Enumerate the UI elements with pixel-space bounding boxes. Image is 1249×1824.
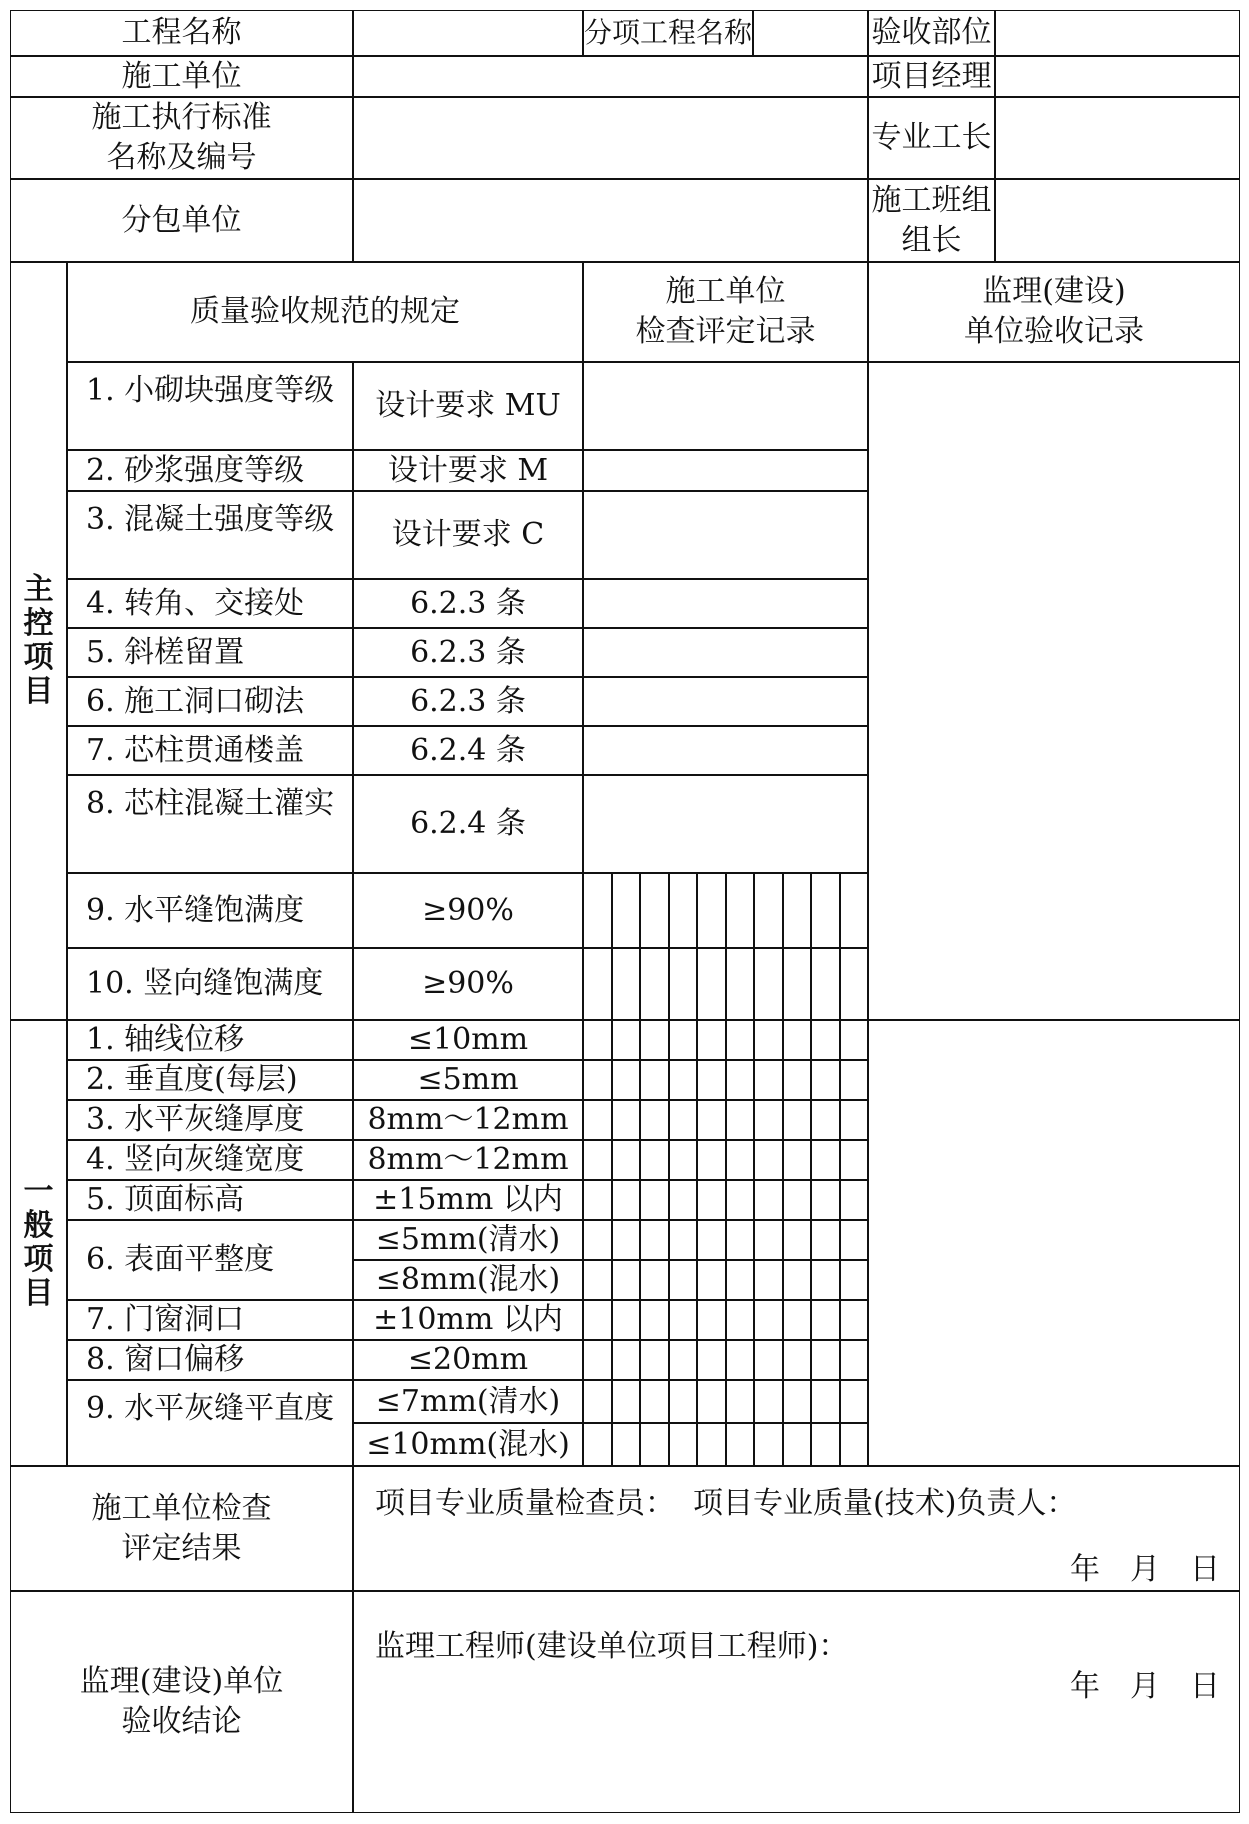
measure-cell[interactable]	[754, 873, 783, 948]
measure-cell[interactable]	[754, 1260, 783, 1300]
measure-cell[interactable]	[612, 948, 641, 1020]
measure-cell[interactable]	[697, 1340, 726, 1380]
standard-label: 施工执行标准 名称及编号	[10, 97, 353, 179]
measure-cell[interactable]	[612, 1140, 641, 1180]
measure-cell[interactable]	[640, 1180, 669, 1220]
measure-cell[interactable]	[754, 1300, 783, 1340]
measure-cell[interactable]	[726, 1260, 755, 1300]
measure-cell[interactable]	[697, 1020, 726, 1060]
supervisor-date-label: 年 月 日	[1070, 1669, 1220, 1704]
main-item-7: 7. 芯柱贯通楼盖	[67, 726, 353, 775]
measure-cell[interactable]	[697, 1260, 726, 1300]
measure-cell[interactable]	[669, 1260, 698, 1300]
general-requirement-1: ≤10mm	[353, 1020, 583, 1060]
measure-cell[interactable]	[840, 1300, 869, 1340]
measure-cell[interactable]	[754, 1380, 783, 1423]
measure-cell[interactable]	[840, 873, 869, 948]
measure-cell[interactable]	[697, 948, 726, 1020]
measure-cell[interactable]	[726, 1380, 755, 1423]
measure-cell[interactable]	[640, 1260, 669, 1300]
general-item-8: 8. 窗口偏移	[67, 1340, 353, 1380]
contractor-date-label: 年 月 日	[1070, 1552, 1220, 1587]
measure-cell[interactable]	[669, 1060, 698, 1100]
measure-cell[interactable]	[754, 1140, 783, 1180]
measure-cell[interactable]	[726, 1060, 755, 1100]
project-name-label: 工程名称	[10, 10, 353, 56]
general-item-1: 1. 轴线位移	[67, 1020, 353, 1060]
general-item-7: 7. 门窗洞口	[67, 1300, 353, 1340]
main-record-4[interactable]	[583, 579, 868, 628]
measure-cell[interactable]	[697, 1060, 726, 1100]
project-manager-label: 项目经理	[868, 56, 995, 97]
measure-cell[interactable]	[583, 1060, 612, 1100]
acceptance-record-form	[10, 10, 1240, 1813]
measure-cell[interactable]	[612, 1300, 641, 1340]
main-item-3: 3. 混凝土强度等级	[67, 491, 353, 579]
measure-cell[interactable]	[669, 1340, 698, 1380]
main-requirement-5: 6.2.3 条	[353, 628, 583, 677]
general-requirement-9-2: ≤10mm(混水)	[353, 1423, 583, 1466]
acceptance-part-label: 验收部位	[868, 10, 995, 56]
measure-cell[interactable]	[612, 1180, 641, 1220]
measure-cell[interactable]	[726, 1020, 755, 1060]
project-name-field[interactable]	[353, 10, 583, 56]
general-requirement-4: 8mm～12mm	[353, 1140, 583, 1180]
general-requirement-2: ≤5mm	[353, 1060, 583, 1100]
measure-cell[interactable]	[583, 1180, 612, 1220]
measure-cell[interactable]	[811, 1180, 840, 1220]
measure-cell[interactable]	[726, 873, 755, 948]
measure-cell[interactable]	[811, 1380, 840, 1423]
main-requirement-2: 设计要求 M	[353, 450, 583, 491]
measure-cell[interactable]	[669, 1423, 698, 1466]
measure-cell[interactable]	[669, 873, 698, 948]
measure-cell[interactable]	[783, 1060, 812, 1100]
engineer-signature-label: 监理工程师(建设单位项目工程师)：	[375, 1629, 849, 1664]
measure-cell[interactable]	[697, 873, 726, 948]
measure-cell[interactable]	[669, 1180, 698, 1220]
main-items-label-char: 目	[23, 674, 54, 709]
measure-cell[interactable]	[612, 1020, 641, 1060]
main-record-7[interactable]	[583, 726, 868, 775]
measure-cell[interactable]	[640, 873, 669, 948]
main-item-9: 9. 水平缝饱满度	[67, 873, 353, 948]
measure-cell[interactable]	[811, 1100, 840, 1140]
spec-header: 质量验收规范的规定	[67, 262, 583, 362]
sub-project-name-field[interactable]	[753, 10, 868, 56]
measure-cell[interactable]	[697, 1180, 726, 1220]
measure-cell[interactable]	[754, 1020, 783, 1060]
measure-cell[interactable]	[811, 1423, 840, 1466]
general-item-5: 5. 顶面标高	[67, 1180, 353, 1220]
main-requirement-1: 设计要求 MU	[353, 362, 583, 450]
main-supervisor-record[interactable]	[868, 362, 1240, 1020]
measure-cell[interactable]	[783, 1220, 812, 1260]
general-requirement-7: ±10mm 以内	[353, 1300, 583, 1340]
contractor-field[interactable]	[353, 56, 868, 97]
measure-cell[interactable]	[726, 1340, 755, 1380]
measure-cell[interactable]	[640, 1140, 669, 1180]
measure-cell[interactable]	[783, 1300, 812, 1340]
measure-cell[interactable]	[783, 873, 812, 948]
measure-cell[interactable]	[640, 948, 669, 1020]
measure-cell[interactable]	[811, 873, 840, 948]
measure-cell[interactable]	[583, 1100, 612, 1140]
measure-cell[interactable]	[811, 1020, 840, 1060]
main-item-10: 10. 竖向缝饱满度	[67, 948, 353, 1020]
general-item-9: 9. 水平灰缝平直度	[67, 1380, 353, 1466]
measure-cell[interactable]	[640, 1020, 669, 1060]
general-requirement-6-2: ≤8mm(混水)	[353, 1260, 583, 1300]
measure-cell[interactable]	[612, 1060, 641, 1100]
measure-cell[interactable]	[811, 948, 840, 1020]
measure-cell[interactable]	[840, 1220, 869, 1260]
general-items-label-char: 项	[23, 1242, 54, 1277]
measure-cell[interactable]	[640, 1060, 669, 1100]
general-items-label	[10, 1020, 67, 1466]
main-record-1[interactable]	[583, 362, 868, 450]
measure-cell[interactable]	[726, 1300, 755, 1340]
measure-cell[interactable]	[754, 948, 783, 1020]
measure-cell[interactable]	[811, 1260, 840, 1300]
general-items-label-char: 般	[23, 1208, 54, 1243]
measure-cell[interactable]	[783, 1380, 812, 1423]
general-supervisor-record[interactable]	[868, 1020, 1240, 1466]
main-requirement-7: 6.2.4 条	[353, 726, 583, 775]
measure-cell[interactable]	[612, 1380, 641, 1423]
measure-cell[interactable]	[840, 1340, 869, 1380]
measure-cell[interactable]	[583, 1220, 612, 1260]
sub-project-name-label: 分项工程名称	[583, 10, 753, 56]
measure-cell[interactable]	[697, 1380, 726, 1423]
measure-cell[interactable]	[697, 1100, 726, 1140]
supervisor-conclusion-label: 监理(建设)单位 验收结论	[10, 1591, 353, 1813]
measure-cell[interactable]	[669, 1220, 698, 1260]
acceptance-part-field[interactable]	[995, 10, 1240, 56]
measure-cell[interactable]	[783, 948, 812, 1020]
general-requirement-6-1: ≤5mm(清水)	[353, 1220, 583, 1260]
main-record-3[interactable]	[583, 491, 868, 579]
measure-cell[interactable]	[783, 1423, 812, 1466]
measure-cell[interactable]	[583, 1300, 612, 1340]
supervisor-record-header: 监理(建设) 单位验收记录	[868, 262, 1240, 362]
measure-cell[interactable]	[697, 1140, 726, 1180]
measure-cell[interactable]	[726, 1140, 755, 1180]
inspector-signature-label: 项目专业质量检查员：	[375, 1486, 675, 1521]
main-item-4: 4. 转角、交接处	[67, 579, 353, 628]
measure-cell[interactable]	[640, 1340, 669, 1380]
measure-cell[interactable]	[612, 1220, 641, 1260]
team-leader-field[interactable]	[995, 179, 1240, 262]
measure-cell[interactable]	[726, 948, 755, 1020]
measure-cell[interactable]	[754, 1060, 783, 1100]
measure-cell[interactable]	[583, 1260, 612, 1300]
main-item-2: 2. 砂浆强度等级	[67, 450, 353, 491]
main-requirement-9: ≥90%	[353, 873, 583, 948]
contractor-result-label: 施工单位检查 评定结果	[10, 1466, 353, 1591]
measure-cell[interactable]	[783, 1020, 812, 1060]
measure-cell[interactable]	[754, 1220, 783, 1260]
subcontractor-field[interactable]	[353, 179, 868, 262]
main-items-label-char: 主	[23, 572, 54, 607]
measure-cell[interactable]	[612, 873, 641, 948]
general-requirement-9-1: ≤7mm(清水)	[353, 1380, 583, 1423]
general-item-6: 6. 表面平整度	[67, 1220, 353, 1300]
measure-cell[interactable]	[754, 1180, 783, 1220]
measure-cell[interactable]	[669, 1020, 698, 1060]
measure-cell[interactable]	[583, 1020, 612, 1060]
team-leader-label: 施工班组 组长	[868, 179, 995, 262]
measure-cell[interactable]	[669, 948, 698, 1020]
measure-cell[interactable]	[811, 1220, 840, 1260]
main-record-6[interactable]	[583, 677, 868, 726]
main-record-5[interactable]	[583, 628, 868, 677]
main-item-6: 6. 施工洞口砌法	[67, 677, 353, 726]
measure-cell[interactable]	[669, 1100, 698, 1140]
measure-cell[interactable]	[697, 1220, 726, 1260]
main-item-8: 8. 芯柱混凝土灌实	[67, 775, 353, 873]
measure-cell[interactable]	[754, 1100, 783, 1140]
measure-cell[interactable]	[612, 1260, 641, 1300]
measure-cell[interactable]	[811, 1300, 840, 1340]
measure-cell[interactable]	[840, 1020, 869, 1060]
main-item-5: 5. 斜槎留置	[67, 628, 353, 677]
general-requirement-5: ±15mm 以内	[353, 1180, 583, 1220]
measure-cell[interactable]	[640, 1423, 669, 1466]
subcontractor-label: 分包单位	[10, 179, 353, 262]
measure-cell[interactable]	[726, 1100, 755, 1140]
measure-cell[interactable]	[583, 948, 612, 1020]
measure-cell[interactable]	[726, 1220, 755, 1260]
measure-cell[interactable]	[640, 1380, 669, 1423]
main-requirement-4: 6.2.3 条	[353, 579, 583, 628]
general-items-label-char: 目	[23, 1276, 54, 1311]
measure-cell[interactable]	[640, 1100, 669, 1140]
measure-cell[interactable]	[640, 1300, 669, 1340]
measure-cell[interactable]	[754, 1340, 783, 1380]
measure-cell[interactable]	[840, 948, 869, 1020]
general-items-label-char: 一	[23, 1174, 54, 1209]
measure-cell[interactable]	[811, 1340, 840, 1380]
contractor-record-header: 施工单位 检查评定记录	[583, 262, 868, 362]
measure-cell[interactable]	[783, 1180, 812, 1220]
main-items-label-char: 项	[23, 640, 54, 675]
measure-cell[interactable]	[640, 1220, 669, 1260]
general-item-3: 3. 水平灰缝厚度	[67, 1100, 353, 1140]
measure-cell[interactable]	[840, 1423, 869, 1466]
main-requirement-6: 6.2.3 条	[353, 677, 583, 726]
measure-cell[interactable]	[840, 1260, 869, 1300]
measure-cell[interactable]	[726, 1423, 755, 1466]
measure-cell[interactable]	[754, 1423, 783, 1466]
measure-cell[interactable]	[840, 1060, 869, 1100]
measure-cell[interactable]	[840, 1100, 869, 1140]
measure-cell[interactable]	[783, 1140, 812, 1180]
main-requirement-8: 6.2.4 条	[353, 775, 583, 873]
measure-cell[interactable]	[697, 1300, 726, 1340]
foreman-field[interactable]	[995, 97, 1240, 179]
measure-cell[interactable]	[783, 1100, 812, 1140]
measure-cell[interactable]	[840, 1380, 869, 1423]
measure-cell[interactable]	[669, 1300, 698, 1340]
general-item-2: 2. 垂直度(每层)	[67, 1060, 353, 1100]
measure-cell[interactable]	[583, 1340, 612, 1380]
measure-cell[interactable]	[583, 1380, 612, 1423]
foreman-label: 专业工长	[868, 97, 995, 179]
measure-cell[interactable]	[612, 1100, 641, 1140]
measure-cell[interactable]	[583, 1140, 612, 1180]
main-requirement-10: ≥90%	[353, 948, 583, 1020]
measure-cell[interactable]	[783, 1340, 812, 1380]
general-requirement-8: ≤20mm	[353, 1340, 583, 1380]
general-item-4: 4. 竖向灰缝宽度	[67, 1140, 353, 1180]
measure-cell[interactable]	[697, 1423, 726, 1466]
main-item-1: 1. 小砌块强度等级	[67, 362, 353, 450]
main-record-8[interactable]	[583, 775, 868, 873]
main-requirement-3: 设计要求 C	[353, 491, 583, 579]
measure-cell[interactable]	[669, 1140, 698, 1180]
main-items-label-char: 控	[23, 606, 54, 641]
measure-cell[interactable]	[669, 1380, 698, 1423]
standard-field[interactable]	[353, 97, 868, 179]
measure-cell[interactable]	[726, 1180, 755, 1220]
main-items-label	[10, 262, 67, 1020]
measure-cell[interactable]	[612, 1423, 641, 1466]
general-requirement-3: 8mm～12mm	[353, 1100, 583, 1140]
measure-cell[interactable]	[840, 1180, 869, 1220]
contractor-label: 施工单位	[10, 56, 353, 97]
measure-cell[interactable]	[811, 1060, 840, 1100]
project-manager-field[interactable]	[995, 56, 1240, 97]
main-record-2[interactable]	[583, 450, 868, 491]
measure-cell[interactable]	[612, 1340, 641, 1380]
measure-cell[interactable]	[811, 1140, 840, 1180]
measure-cell[interactable]	[840, 1140, 869, 1180]
measure-cell[interactable]	[583, 873, 612, 948]
measure-cell[interactable]	[583, 1423, 612, 1466]
tech-lead-signature-label: 项目专业质量(技术)负责人：	[693, 1486, 1077, 1521]
measure-cell[interactable]	[783, 1260, 812, 1300]
